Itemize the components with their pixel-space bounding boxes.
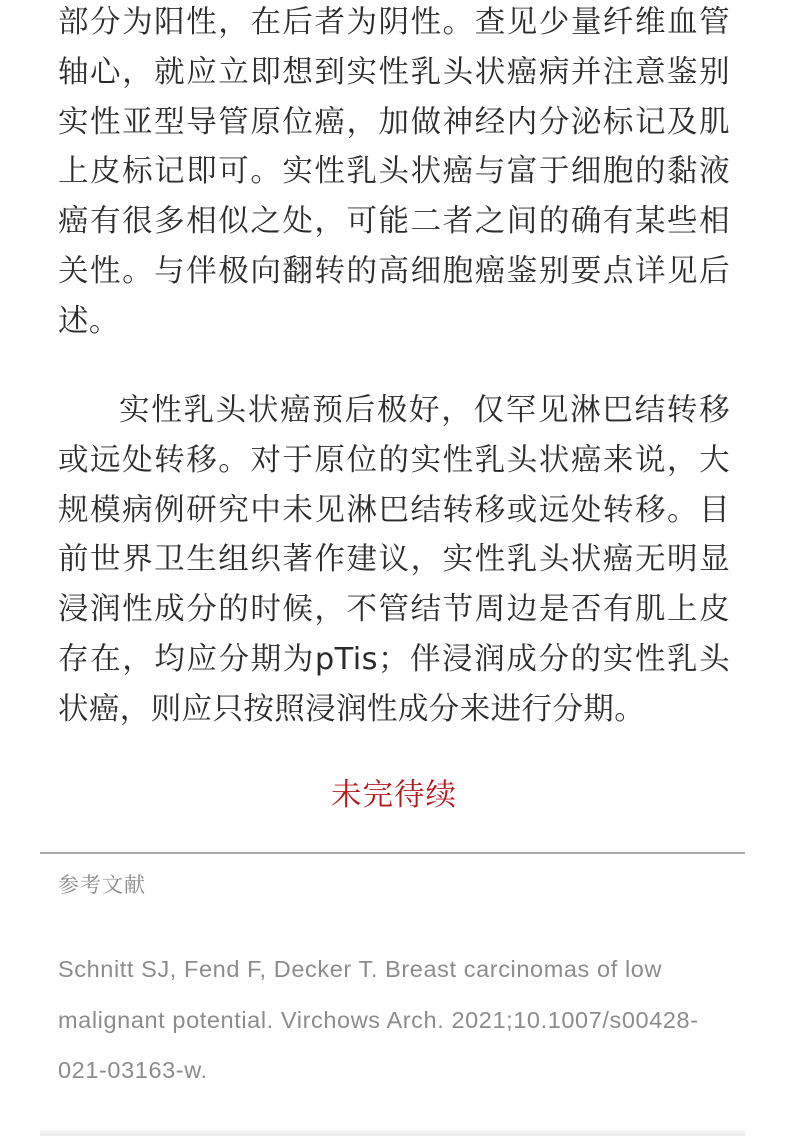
references-heading: 参考文献 xyxy=(58,873,146,897)
bottom-edge xyxy=(40,1130,745,1136)
reference-item: Schnitt SJ, Fend F, Decker T. Breast carcinomas of low malignant potential. Virchows Arch. 2021;10.1007/s00428-021-03163-w. xyxy=(58,956,699,1083)
article-paragraph-1: 部分为阳性，在后者为阴性。查见少量纤维血管轴心，就应立即想到实性乳头状癌病并注意鉴别实性亚型导管原位癌，加做神经内分泌标记及肌上皮标记即可。实性乳头状癌与富于细胞的黏液癌有很多相似之处，可能二者之间的确有某些相关性。与伴极向翻转的高细胞癌鉴别要点详见后述。 xyxy=(58,5,730,339)
article-paragraph-2: 实性乳头状癌预后极好，仅罕见淋巴结转移或远处转移。对于原位的实性乳头状癌来说，大规模病例研究中未见淋巴结转移或远处转移。目前世界卫生组织著作建议，实性乳头状癌无明显浸润性成分的时候，不管结节周边是否有肌上皮存在，均应分期为pTis；伴浸润成分的实性乳头状癌，则应只按照浸润性成分来进行分期。 xyxy=(58,393,730,727)
to-be-continued-label: 未完待续 xyxy=(331,778,457,813)
section-divider xyxy=(40,852,745,854)
